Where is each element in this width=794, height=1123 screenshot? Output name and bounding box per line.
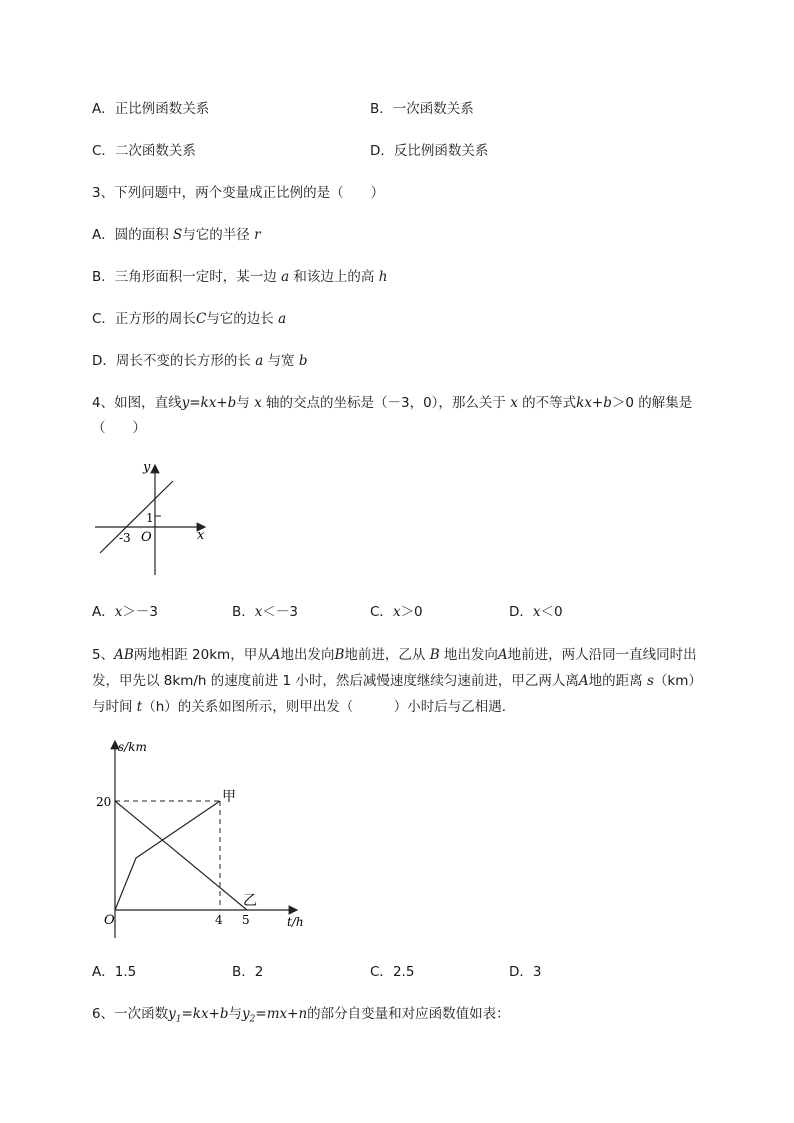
math-var: y — [242, 1006, 250, 1022]
q4-answer-paren: （ ） — [92, 420, 146, 436]
math-var: x — [254, 395, 262, 411]
s-axis-label: s/km — [118, 740, 147, 754]
option-text: 一次函数关系 — [392, 101, 474, 117]
math-var: y — [168, 1006, 176, 1022]
math-var: S — [173, 227, 183, 243]
math-var: B — [429, 647, 440, 663]
text: 轴的交点的坐标是（－3，0），那么关于 — [261, 395, 511, 411]
math-var: x — [532, 604, 541, 620]
line-jia — [115, 801, 220, 910]
text: 的不等式 — [517, 395, 577, 411]
text: （km） — [653, 673, 702, 689]
text: 与宽 — [263, 353, 299, 369]
q3-option-d — [92, 352, 308, 370]
option-text: 1.5 — [114, 964, 137, 980]
math-sub: 2 — [249, 1014, 256, 1025]
option-text: ＜0 — [540, 604, 563, 620]
q4-stem — [92, 394, 692, 412]
q5-option-a — [92, 963, 136, 981]
q5-stem-line2 — [92, 672, 702, 690]
q5-stem-line3 — [92, 698, 515, 716]
text: 地前进，两人沿同一直线同时出 — [507, 647, 697, 663]
math-var: a — [278, 311, 287, 327]
math-var: A — [497, 647, 508, 663]
option-text: 二次函数关系 — [114, 143, 196, 159]
option-letter: D． — [509, 964, 533, 980]
q4-option-c — [370, 603, 423, 621]
option-letter: A． — [92, 101, 115, 117]
option-text: ＞－3 — [122, 604, 158, 620]
q5-graph — [85, 733, 315, 943]
math-expr: =mx+n — [255, 1006, 308, 1022]
math-sub: 1 — [175, 1014, 182, 1025]
text: ＞0 的解集是 — [611, 395, 693, 411]
math-var: s — [646, 673, 654, 689]
y-tick-20: 20 — [96, 795, 112, 809]
origin-label: O — [141, 530, 152, 545]
option-text: 2 — [254, 964, 264, 980]
q4-option-b — [232, 603, 298, 621]
text: 地出发向 — [280, 647, 335, 663]
x-tick-5: 5 — [242, 913, 250, 927]
option-letter: D． — [509, 604, 533, 620]
text: 的部分自变量和对应函数值如表： — [307, 1006, 510, 1022]
option-text: ＜－3 — [262, 604, 298, 620]
text: 5、 — [92, 647, 115, 663]
math-var: a — [281, 269, 290, 285]
option-letter: C． — [370, 604, 393, 620]
math-var: x — [254, 604, 263, 620]
math-var: A — [270, 647, 281, 663]
text: 与 — [236, 395, 255, 411]
label-jia: 甲 — [222, 789, 236, 805]
line-kx-b — [100, 481, 173, 553]
math-var: A — [578, 673, 589, 689]
math-var: B — [334, 647, 345, 663]
option-text: 反比例函数关系 — [393, 143, 489, 159]
math-var: a — [255, 353, 264, 369]
text: 地的距离 — [588, 673, 647, 689]
option-letter: A． — [92, 604, 115, 620]
text: 发，甲先以 8km/h 的速度前进 1 小时，然后减慢速度继续匀速前进，甲乙两人离 — [92, 673, 579, 689]
q2-option-c — [92, 142, 196, 160]
text: 与它的半径 — [182, 227, 255, 243]
q5-option-d — [509, 963, 542, 981]
math-expr: kx+b — [576, 395, 612, 411]
q5-option-c — [370, 963, 414, 981]
option-letter: C． — [370, 964, 393, 980]
q4-option-d — [509, 603, 563, 621]
math-var: AB — [114, 647, 134, 663]
q4-option-a — [92, 603, 158, 621]
option-letter: D． — [370, 143, 394, 159]
q3-option-a — [92, 226, 261, 244]
math-var: x — [114, 604, 123, 620]
q3-option-c — [92, 310, 286, 328]
math-expr: y=kx+b — [181, 395, 237, 411]
q2-option-d — [370, 142, 488, 160]
math-var: C — [195, 311, 207, 327]
t-axis-label: t/h — [287, 915, 304, 929]
math-expr: =kx+b — [181, 1006, 229, 1022]
q5-stem-line1 — [92, 646, 697, 664]
q3-stem: 3、下列问题中，两个变量成正比例的是（ ） — [92, 185, 385, 201]
line-yi — [115, 801, 247, 910]
q2-option-a — [92, 100, 209, 118]
math-var: x — [392, 604, 401, 620]
option-text: ＞0 — [400, 604, 423, 620]
label-yi: 乙 — [243, 893, 257, 909]
text: 与 — [228, 1006, 243, 1022]
text: 地出发向 — [439, 647, 498, 663]
tick-label-1: 1 — [146, 511, 154, 525]
option-text: 正比例函数关系 — [114, 101, 210, 117]
option-letter: C． — [92, 143, 115, 159]
math-var: t — [136, 699, 143, 715]
text: 与它的边长 — [206, 311, 279, 327]
option-text: 3 — [532, 964, 542, 980]
math-var: h — [378, 269, 388, 285]
option-letter: B． — [232, 604, 255, 620]
text: 4、如图，直线 — [92, 395, 182, 411]
option-letter: B． — [370, 101, 393, 117]
text: D．周长不变的长方形的长 — [92, 353, 256, 369]
text: 两地相距 20km，甲从 — [133, 647, 271, 663]
q4-graph — [85, 455, 215, 585]
tick-label-minus3: -3 — [119, 531, 131, 545]
text: 与时间 — [92, 699, 137, 715]
text: C．正方形的周长 — [92, 311, 196, 327]
origin-label: O — [104, 913, 115, 928]
q6-stem — [92, 1005, 510, 1029]
text: 地前进，乙从 — [344, 647, 430, 663]
math-var: b — [298, 353, 308, 369]
text: B．三角形面积一定时，某一边 — [92, 269, 282, 285]
q3-option-b — [92, 268, 387, 286]
text: 6、一次函数 — [92, 1006, 169, 1022]
q2-option-b — [370, 100, 474, 118]
x-axis-label: x — [197, 528, 205, 543]
option-text: 2.5 — [392, 964, 415, 980]
text: 和该边上的高 — [289, 269, 379, 285]
math-var: r — [254, 227, 261, 243]
y-axis-label: y — [143, 460, 151, 475]
x-tick-4: 4 — [215, 913, 223, 927]
option-letter: A． — [92, 964, 115, 980]
option-letter: B． — [232, 964, 255, 980]
text: A．圆的面积 — [92, 227, 174, 243]
math-var: x — [510, 395, 518, 411]
text: （h）的关系如图所示，则甲出发（ ）小时后与乙相遇． — [142, 699, 516, 715]
q5-option-b — [232, 963, 263, 981]
